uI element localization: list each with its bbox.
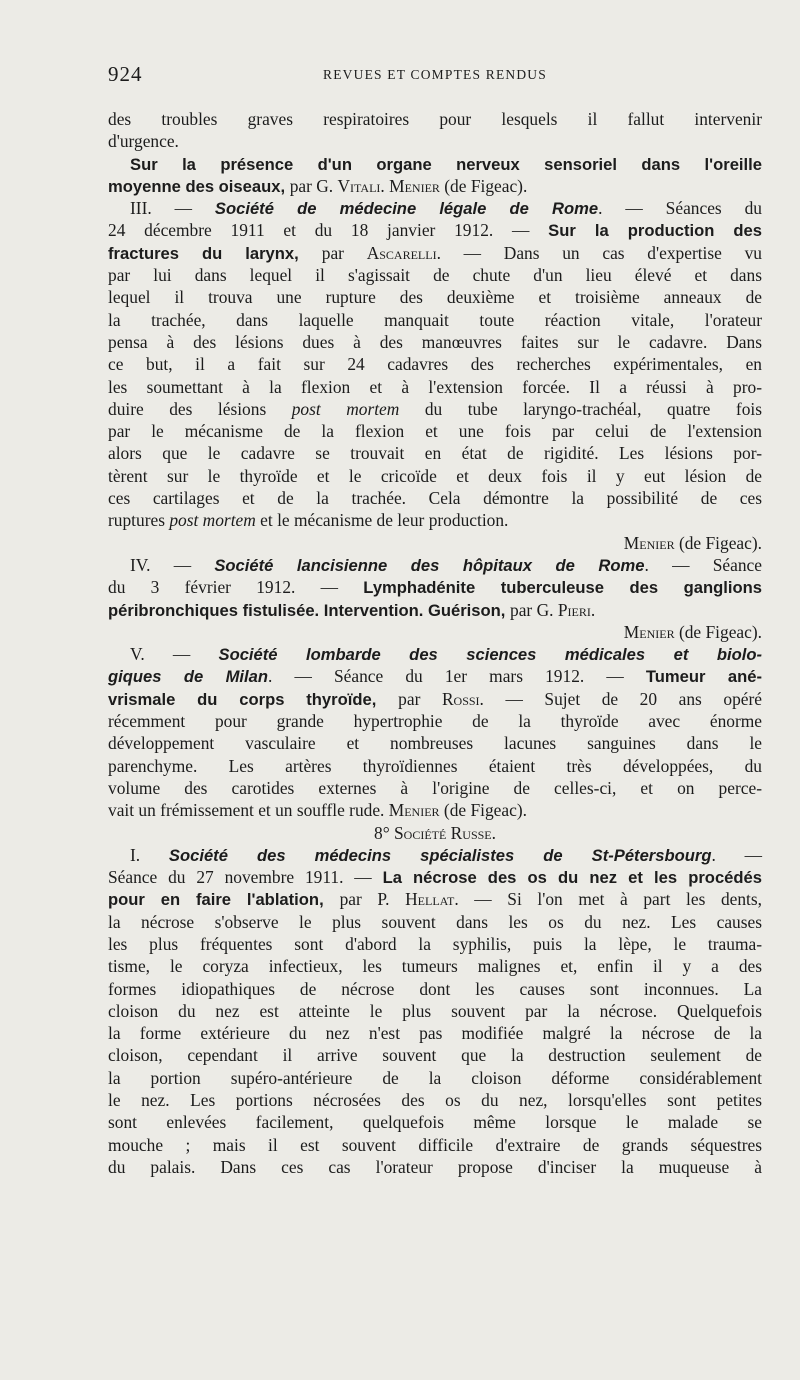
text-run: . — bbox=[711, 844, 762, 865]
text-line bbox=[108, 844, 762, 866]
text-line bbox=[108, 1022, 762, 1044]
text-run: (de Figeac). bbox=[674, 532, 762, 553]
text-run: la portion supéro-antérieure de la cloison déforme considérablement bbox=[108, 1067, 762, 1088]
text-run: ces cartilages et de la trachée. Cela démontre la possibilité de ces bbox=[108, 488, 762, 509]
text-run: les plus fréquentes sont d'abord la syphilis, puis la lèpe, le trauma- bbox=[108, 933, 762, 954]
text-line bbox=[108, 1067, 762, 1089]
text-run: V. — bbox=[130, 644, 219, 665]
text-run: Société lombarde des sciences médicales et biolo- bbox=[218, 645, 762, 665]
text-run: par bbox=[398, 688, 442, 709]
text-line bbox=[108, 665, 762, 687]
text-run: volume des carotides externes à l'origine de celles-ci, et on perce- bbox=[108, 777, 762, 798]
text-run: . bbox=[491, 822, 496, 843]
text-line bbox=[108, 1134, 762, 1156]
text-run: moyenne des oiseaux, bbox=[108, 176, 290, 196]
text-run: . — Dans un cas d'expertise vu bbox=[436, 242, 762, 263]
text-line bbox=[108, 175, 762, 197]
text-line bbox=[108, 732, 762, 754]
text-run: . — Si l'on met à part les dents, bbox=[454, 889, 762, 910]
text-line bbox=[108, 710, 762, 732]
text-run: Société de médecine légale de Rome bbox=[214, 199, 599, 219]
text-run: ce but, il a fait sur 24 cadavres des recherches expérimentales, en bbox=[108, 354, 762, 375]
text-run: cloison, cependant il arrive souvent que la destruction seulement de bbox=[108, 1045, 762, 1066]
text-line bbox=[108, 888, 762, 910]
text-run: alors que le cadavre se trouvait en état de rigidité. Les lésions por- bbox=[108, 443, 762, 464]
text-run: formes idiopathiques de nécrose dont les causes sont inconnues. La bbox=[108, 978, 762, 999]
text-run: . bbox=[380, 175, 390, 196]
text-line bbox=[108, 376, 762, 398]
text-run: . bbox=[590, 599, 596, 620]
text-run: Séance du 27 novembre 1911. — bbox=[108, 867, 383, 888]
text-run: par G. bbox=[289, 175, 338, 196]
text-run: des troubles graves respiratoires pour lesquels il fallut intervenir bbox=[108, 109, 762, 129]
text-line bbox=[108, 398, 762, 420]
text-line bbox=[108, 599, 762, 621]
text-run: Société des médecins spécialistes de St-Pétersbourg bbox=[168, 845, 712, 865]
text-run: pensa à des lésions dues à des manœuvres faites sur le cadavre. Dans bbox=[108, 331, 762, 352]
text-line bbox=[108, 353, 762, 375]
body-text bbox=[108, 108, 762, 1178]
text-run: IV. — bbox=[130, 554, 215, 575]
text-run: (de Figeac). bbox=[439, 800, 527, 821]
text-run: lequel il trouva une rupture des deuxième et troisième anneaux de bbox=[108, 287, 762, 308]
text-run: d'urgence. bbox=[108, 131, 179, 152]
text-run: La nécrose des os du nez et les procédés bbox=[382, 868, 762, 888]
text-line bbox=[108, 911, 762, 933]
text-line bbox=[108, 755, 762, 777]
text-line bbox=[108, 866, 762, 888]
text-run: Menier bbox=[623, 532, 675, 553]
text-run: et le mécanisme de leur production. bbox=[255, 510, 509, 531]
text-line bbox=[108, 1000, 762, 1022]
text-run: (de Figeac). bbox=[439, 175, 528, 196]
text-run: par lui dans lequel il s'agissait de chute d'un lieu élevé et dans bbox=[108, 265, 762, 286]
text-run: Pieri bbox=[557, 599, 591, 620]
text-line bbox=[108, 465, 762, 487]
text-line bbox=[108, 1089, 762, 1111]
text-line bbox=[108, 978, 762, 1000]
text-run: (de Figeac). bbox=[674, 621, 762, 642]
text-run: Ascarelli bbox=[366, 242, 437, 263]
text-line bbox=[108, 1044, 762, 1066]
text-run: . — Séance du 1er mars 1912. — bbox=[268, 666, 646, 687]
text-line bbox=[108, 576, 762, 598]
text-run: duire des lésions bbox=[108, 398, 292, 419]
text-run: post mortem bbox=[291, 398, 400, 419]
text-run: développement vasculaire et nombreuses lacunes sanguines dans le bbox=[108, 733, 762, 754]
text-run: pour en faire l'ablation, bbox=[108, 890, 340, 910]
text-run: Menier bbox=[388, 800, 440, 821]
text-line bbox=[108, 420, 762, 442]
text-run: . — Séance bbox=[644, 554, 762, 575]
text-run: la forme extérieure du nez n'est pas modifiée malgré la nécrose de la bbox=[108, 1023, 762, 1044]
text-run: III. — bbox=[130, 198, 215, 219]
text-run: post mortem bbox=[169, 510, 256, 531]
text-line bbox=[108, 822, 762, 844]
text-run: cloison du nez est atteinte le plus souvent par la nécrose. Quelquefois bbox=[108, 1000, 762, 1021]
text-run: du 3 février 1912. — bbox=[108, 577, 364, 598]
text-run: péribronchiques fistulisée. Intervention. Guérison, bbox=[108, 600, 511, 620]
text-run: fractures du larynx, bbox=[108, 243, 322, 263]
text-line bbox=[108, 799, 762, 821]
text-run: Tumeur ané- bbox=[645, 667, 762, 687]
text-run: vait un frémissement et un souffle rude. bbox=[108, 800, 389, 821]
text-run: 24 décembre 1911 et du 18 janvier 1912. — bbox=[108, 220, 549, 241]
text-line bbox=[108, 688, 762, 710]
text-run: vrismale du corps thyroïde, bbox=[108, 689, 399, 709]
text-run: les soumettant à la flexion et à l'extension forcée. Il a réussi à pro- bbox=[108, 376, 762, 397]
running-head: REVUES ET COMPTES RENDUS bbox=[323, 67, 547, 82]
text-run: Menier bbox=[389, 175, 440, 196]
text-line bbox=[108, 955, 762, 977]
text-run: par bbox=[321, 242, 367, 263]
text-run: par P. bbox=[339, 889, 406, 910]
text-line bbox=[108, 1111, 762, 1133]
text-run: mouche ; mais il est souvent difficile d'extraire de grands séquestres bbox=[108, 1134, 762, 1155]
text-run: par G. bbox=[510, 599, 558, 620]
text-line bbox=[108, 219, 762, 241]
text-run: tèrent sur le thyroïde et le cricoïde et deux fois il y eut lésion de bbox=[108, 465, 762, 486]
text-line bbox=[108, 487, 762, 509]
text-run: parenchyme. Les artères thyroïdiennes étaient très développées, du bbox=[108, 755, 762, 776]
text-run: I. bbox=[130, 844, 169, 865]
text-run: Lymphadénite tuberculeuse des ganglions bbox=[363, 578, 762, 598]
text-line bbox=[108, 309, 762, 331]
text-line bbox=[108, 509, 762, 531]
text-run: la trachée, dans laquelle manquait toute réaction vitale, l'orateur bbox=[108, 309, 762, 330]
text-line bbox=[108, 621, 762, 643]
text-run: récemment pour grande hypertrophie de la thyroïde avec énorme bbox=[108, 711, 762, 732]
text-run: sont enlevées facilement, quelquefois même lorsque le malade se bbox=[108, 1112, 762, 1133]
text-line bbox=[108, 643, 762, 665]
text-run: la nécrose s'observe le plus souvent dans les os du nez. Les causes bbox=[108, 911, 762, 932]
text-run: le nez. Les portions nécrosées des os du nez, lorsqu'elles sont petites bbox=[108, 1090, 762, 1111]
text-run: ruptures bbox=[108, 510, 170, 531]
text-run: du tube laryngo-trachéal, quatre fois bbox=[399, 398, 762, 419]
text-line bbox=[108, 933, 762, 955]
text-run: Vitali bbox=[337, 175, 381, 196]
text-run: Rossi bbox=[441, 688, 480, 709]
text-line bbox=[108, 153, 762, 175]
page-number: 924 bbox=[108, 62, 143, 86]
text-line bbox=[108, 242, 762, 264]
text-line bbox=[108, 197, 762, 219]
page-header bbox=[108, 62, 762, 92]
text-line bbox=[108, 1156, 762, 1178]
text-line bbox=[108, 777, 762, 799]
text-run: du palais. Dans ces cas l'orateur propose d'inciser la muqueuse à bbox=[108, 1156, 762, 1177]
text-run: Société lancisienne des hôpitaux de Rome bbox=[214, 555, 645, 575]
text-run: par le mécanisme de la flexion et une fois par celui de l'extension bbox=[108, 421, 762, 442]
text-line bbox=[108, 442, 762, 464]
text-run: 8° bbox=[374, 822, 394, 843]
text-line bbox=[108, 286, 762, 308]
text-run: Société Russe bbox=[394, 822, 492, 843]
text-run: Menier bbox=[623, 621, 675, 642]
text-run: tisme, le coryza infectieux, les tumeurs malignes et, enfin il y a des bbox=[108, 956, 762, 977]
text-run: . — Sujet de 20 ans opéré bbox=[479, 688, 762, 709]
text-line bbox=[108, 331, 762, 353]
text-run: Sur la présence d'un organe nerveux sensoriel dans l'oreille bbox=[130, 154, 762, 174]
text-line bbox=[108, 554, 762, 576]
text-run: Sur la production des bbox=[548, 221, 762, 241]
text-line bbox=[108, 108, 762, 130]
text-line bbox=[108, 130, 762, 152]
text-run: giques de Milan bbox=[108, 667, 269, 687]
text-line bbox=[108, 532, 762, 554]
text-run: . — Séances du bbox=[598, 198, 762, 219]
text-run: Hellat bbox=[405, 889, 455, 910]
text-line bbox=[108, 264, 762, 286]
